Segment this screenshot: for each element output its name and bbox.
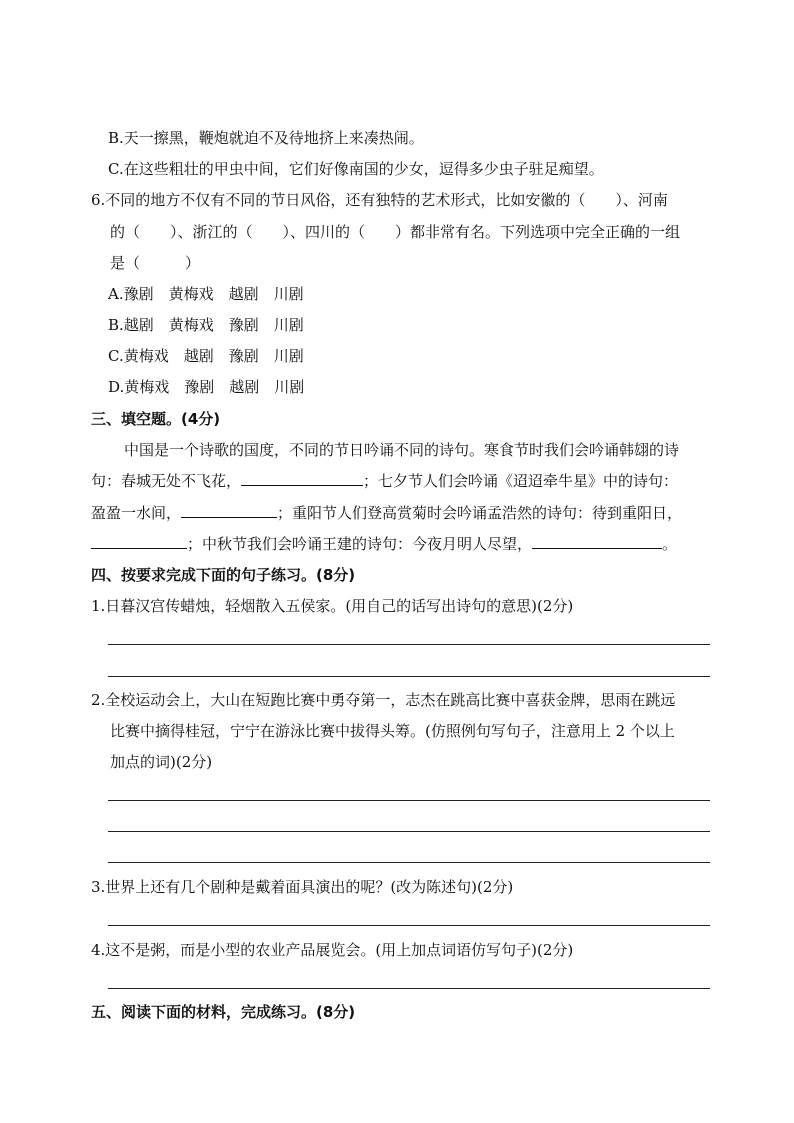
fill-blank-4[interactable] (532, 534, 662, 549)
answer-line-q2-2[interactable] (108, 831, 710, 832)
answer-line-q1-2[interactable] (108, 676, 710, 677)
fill-blank-2[interactable] (181, 503, 277, 518)
q6-option-b: B.越剧 黄梅戏 豫剧 川剧 (108, 316, 304, 334)
section3-line3-text-a: 盈盈一水间， (91, 504, 182, 522)
section3-line4-text-a: ；中秋节我们会吟诵王建的诗句：今夜月明人尽望， (187, 535, 533, 553)
section5-heading: 五、阅读下面的材料，完成练习。(8分) (91, 1003, 356, 1021)
q6-option-d: D.黄梅戏 豫剧 越剧 川剧 (108, 378, 305, 396)
section3-line1: 中国是一个诗歌的国度，不同的节日吟诵不同的诗句。寒食节时我们会吟诵韩翃的诗 (124, 441, 680, 459)
answer-line-q2-1[interactable] (108, 800, 710, 801)
section3-line3-text-b: ；重阳节人们登高赏菊时会吟诵孟浩然的诗句：待到重阳日， (277, 504, 683, 522)
q5-option-b: B.天一擦黑，鞭炮就迫不及待地挤上来凑热闹。 (108, 129, 424, 147)
answer-line-q3[interactable] (108, 925, 710, 926)
q6-stem-line2: 的（ ）、浙江的（ ）、四川的（ ）都非常有名。下列选项中完全正确的一组 (110, 223, 681, 241)
answer-line-q1-1[interactable] (108, 644, 710, 645)
q6-stem-line1: 6.不同的地方不仅有不同的节日风俗，还有独特的艺术形式，比如安徽的（ ）、河南 (91, 191, 668, 209)
fill-blank-3[interactable] (91, 534, 187, 549)
fill-blank-1[interactable] (241, 471, 363, 486)
section4-q1: 1.日暮汉宫传蜡烛，轻烟散入五侯家。(用自己的话写出诗句的意思)(2分) (91, 597, 574, 615)
q5-option-c: C.在这些粗壮的甲虫中间，它们好像南国的少女，逗得多少虫子驻足痴望。 (108, 160, 604, 178)
q6-option-a: A.豫剧 黄梅戏 越剧 川剧 (108, 285, 304, 303)
section4-heading: 四、按要求完成下面的句子练习。(8分) (91, 566, 356, 584)
section4-q2-line1: 2.全校运动会上，大山在短跑比赛中勇夺第一，志杰在跳高比赛中喜获金牌，思雨在跳远 (91, 691, 676, 709)
section4-q2-line2: 比赛中摘得桂冠，宁宁在游泳比赛中拔得头筹。(仿照例句写句子，注意用上 2 个以上 (110, 722, 675, 740)
section3-heading: 三、填空题。(4分) (91, 410, 221, 428)
answer-line-q2-3[interactable] (108, 862, 710, 863)
section4-q2-line3: 加点的词)(2分) (110, 753, 213, 771)
section3-line2-text-a: 句：春城无处不飞花， (91, 472, 242, 490)
section3-line3 (91, 503, 682, 523)
q6-option-c: C.黄梅戏 越剧 豫剧 川剧 (108, 347, 304, 365)
section3-line4-text-b: 。 (662, 535, 678, 553)
section3-line2-text-b: ；七夕节人们会吟诵《迢迢牵牛星》中的诗句： (363, 472, 679, 490)
answer-line-q4[interactable] (108, 988, 710, 989)
section4-q3: 3.世界上还有几个剧种是戴着面具演出的呢？(改为陈述句)(2分) (91, 878, 514, 896)
section3-line4 (91, 534, 677, 554)
section4-q4: 4.这不是粥，而是小型的农业产品展览会。(用上加点词语仿写句子)(2分) (91, 941, 574, 959)
q6-stem-line3: 是（ ） (110, 254, 201, 272)
section3-line2 (91, 471, 678, 491)
